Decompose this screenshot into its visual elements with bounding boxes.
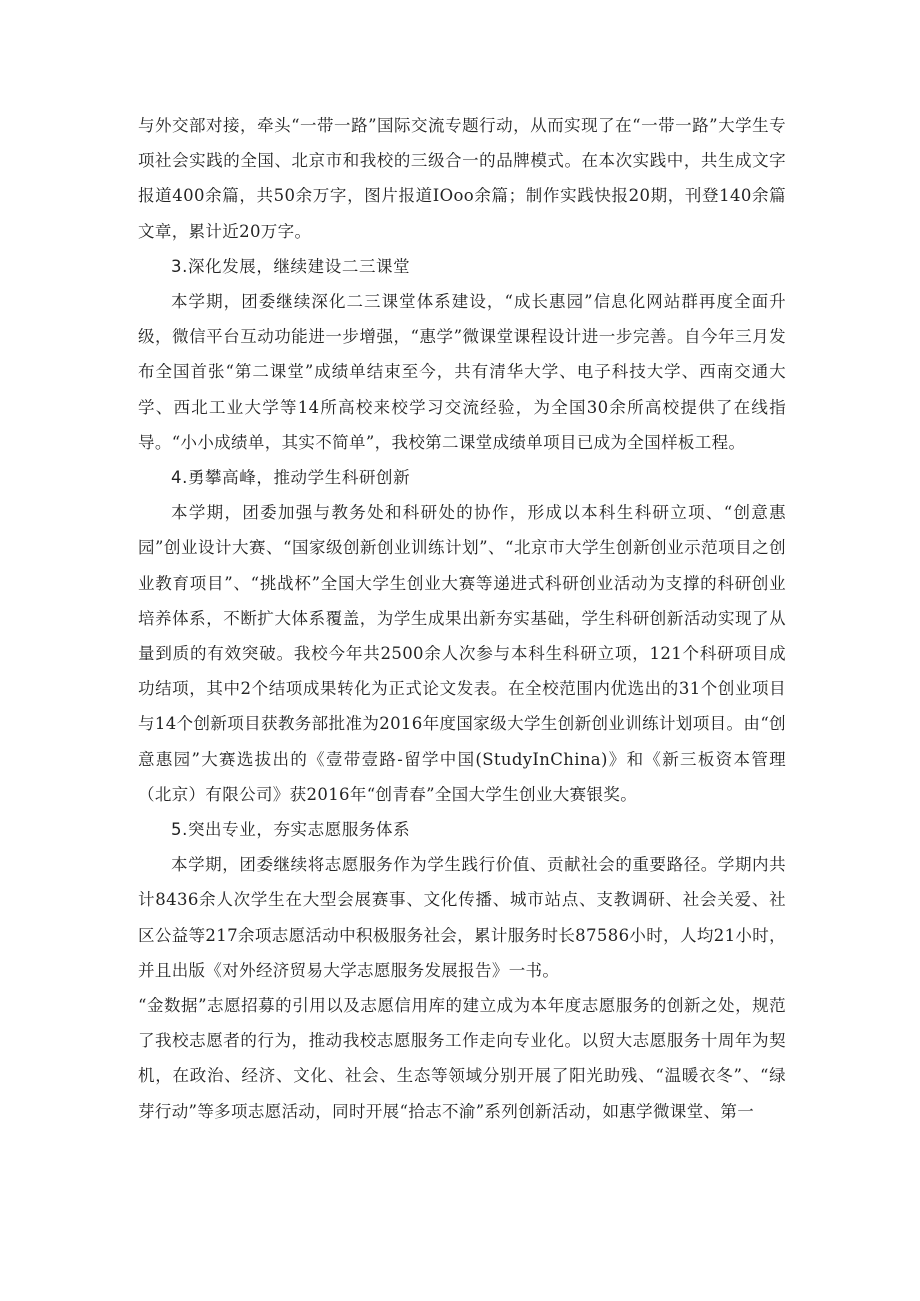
document-body <box>138 108 786 1129</box>
section-heading-3 <box>138 249 786 284</box>
section-number: 3 <box>171 256 183 276</box>
section-title: .勇攀高峰，推动学生科研创新 <box>182 468 411 488</box>
section-title: .突出专业，夯实志愿服务体系 <box>182 820 411 840</box>
section-heading-4 <box>138 460 786 495</box>
section-number: 5 <box>171 820 183 840</box>
section-title: .深化发展，继续建设二三课堂 <box>182 256 411 276</box>
paragraph-practice-summary: 与外交部对接，牵头“一带一路”国际交流专题行动，从而实现了在“一带一路”大学生专项社会实践的全国、北京市和我校的三级合一的品牌模式。在本次实践中，共生成文字报道400余篇，共50余万字，图片报道IOoo余篇；制作实践快报20期，刊登140余篇文章，累计近20万字。 <box>138 116 786 241</box>
paragraph-volunteer-service: 本学期，团委继续将志愿服务作为学生践行价值、贡献社会的重要路径。学期内共计8436余人次学生在大型会展赛事、文化传播、城市站点、支教调研、社会关爱、社区公益等217余项志愿活动中积极服务社会，累计服务时长87586小时，人均21小时，并且出版《对外经济贸易大学志愿服务发展报告》一书。 <box>138 855 786 980</box>
paragraph-second-classroom: 本学期，团委继续深化二三课堂体系建设，“成长惠园”信息化网站群再度全面升级，微信平台互动功能进一步增强，“惠学”微课堂课程设计进一步完善。自今年三月发布全国首张“第二课堂”成绩单结束至今，共有清华大学、电子科技大学、西南交通大学、西北工业大学等14所高校来校学习交流经验，为全国30余所高校提供了在线指导。“小小成绩单，其实不简单”，我校第二课堂成绩单项目已成为全国样板工程。 <box>138 292 786 452</box>
section-number: 4 <box>171 468 183 488</box>
paragraph-research-innovation: 本学期，团委加强与教务处和科研处的协作，形成以本科生科研立项、“创意惠园”创业设计大赛、“国家级创新创业训练计划”、“北京市大学生创新创业示范项目之创业教育项目”、“挑战杯”全国大学生创业大赛等递进式科研创业活动为支撑的科研创业培养体系，不断扩大体系覆盖，为学生成果出新夯实基础，学生科研创新活动实现了从量到质的有效突破。我校今年共2500余人次参与本科生科研立项，121个科研项目成功结项，其中2个结项成果转化为正式论文发表。在全校范围内优选出的31个创业项目与14个创新项目获教务部批准为2016年度国家级大学生创新创业训练计划项目。由“创意惠园”大赛选拔出的《壹带壹路-留学中国(StudyInChina)》和《新三板资本管理（北京）有限公司》获2016年“创青春”全国大学生创业大赛银奖。 <box>138 503 786 804</box>
section-heading-5 <box>138 812 786 847</box>
paragraph-volunteer-innovation: “金数据”志愿招募的引用以及志愿信用库的建立成为本年度志愿服务的创新之处，规范了我校志愿者的行为，推动我校志愿服务工作走向专业化。以贸大志愿服务十周年为契机，在政治、经济、文化、社会、生态等领域分别开展了阳光助残、“温暖衣冬”、“绿芽行动”等多项志愿活动，同时开展“拾志不渝”系列创新活动，如惠学微课堂、第一 <box>138 996 786 1121</box>
